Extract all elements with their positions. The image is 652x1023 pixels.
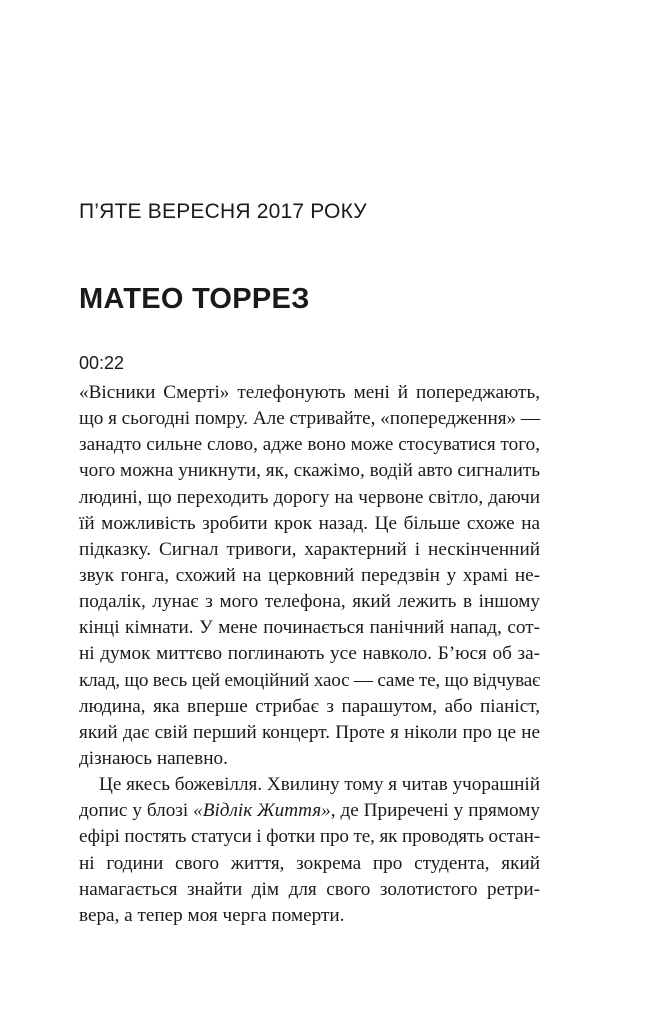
text-line: ні години свого життя, зокрема про студента, який: [79, 852, 540, 874]
text-line: ні думок миттєво поглинають усе навколо. Б’юся об за-: [79, 643, 540, 665]
chapter-date-heading: П’ЯТЕ ВЕРЕСНЯ 2017 РОКУ: [79, 200, 367, 223]
text-fragment: допис у блозі: [79, 800, 194, 822]
text-line: клад, що весь цей емоційний хаос — саме те, що відчуває: [79, 669, 540, 691]
text-line: чого можна уникнути, як, скажімо, водій авто сигналить: [79, 460, 540, 482]
text-line: що я сьогодні помру. Але стривайте, «попередження» —: [79, 408, 540, 430]
text-line: занадто сильне слово, адже воно може стосуватися того,: [79, 434, 540, 456]
text-line: подалік, лунає з мого телефона, який лежить в іншому: [79, 591, 540, 613]
character-name-heading: МАТЕО ТОРРЕЗ: [79, 283, 310, 315]
text-line: який дає свій перший концерт. Проте я ніколи про це не: [79, 721, 540, 743]
text-line: їй можливість зробити крок назад. Це більше схоже на: [79, 512, 540, 534]
text-line: Це якесь божевілля. Хвилину тому я читав учорашній: [99, 774, 540, 796]
text-line: «Вісники Смерті» телефонують мені й попереджають,: [79, 382, 540, 403]
text-line: людині, що переходить дорогу на червоне світло, даючи: [79, 486, 540, 508]
text-line: ефірі постять статуси і фотки про те, як проводять остан-: [79, 826, 540, 848]
text-line: кінці кімнати. У мене починається панічний напад, сот-: [79, 617, 540, 639]
blog-title: «Відлік Життя»: [193, 800, 331, 822]
paragraph-2: [79, 772, 540, 929]
text-fragment: , де Приречені у прямому: [330, 800, 540, 822]
text-line: вера, а тепер моя черга померти.: [79, 904, 345, 926]
text-line: людина, яка вперше стрибає з парашутом, або піаніст,: [79, 695, 540, 717]
text-line: дізнаюсь напевно.: [79, 747, 228, 769]
paragraph-1: [79, 380, 540, 772]
text-line: підказку. Сигнал тривоги, характерний і нескінченний: [79, 538, 540, 560]
time-stamp: 00:22: [79, 353, 125, 373]
text-line: [79, 798, 540, 824]
body-text: [79, 380, 540, 929]
text-line: звук гонга, схожий на церковний передзвін у храмі не-: [79, 564, 540, 586]
text-line: намагається знайти дім для свого золотистого ретри-: [79, 878, 540, 900]
